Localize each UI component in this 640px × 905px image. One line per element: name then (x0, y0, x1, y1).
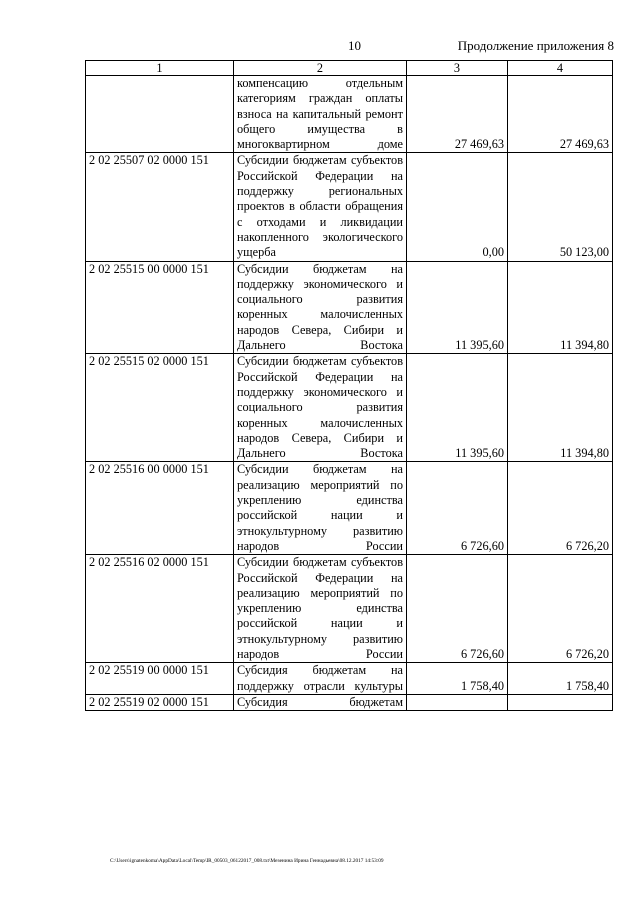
row-description: Субсидии бюджетам субъектов Российской Федерации на реализацию мероприятий по укреплению единства российской нации и этнокультурному развитию народов России (234, 555, 407, 663)
budget-code: 2 02 25519 00 0000 151 (86, 663, 234, 695)
table-row (86, 555, 613, 663)
appendix-label: Продолжение приложения 8 (457, 38, 614, 53)
table-row (86, 462, 613, 555)
table-row (86, 694, 613, 710)
budget-code: 2 02 25519 02 0000 151 (86, 694, 234, 710)
table-row (86, 354, 613, 462)
column-header: 3 (407, 61, 508, 76)
budget-code: 2 02 25515 00 0000 151 (86, 261, 234, 354)
amount-col4: 27 469,63 (508, 76, 613, 153)
row-description: Субсидии бюджетам на поддержку экономического и социального развития коренных малочисленных народов Севера, Сибири и Дальнего Востока (234, 261, 407, 354)
amount-col3: 11 395,60 (407, 354, 508, 462)
row-description: компенсацию отдельным категориям граждан оплаты взноса на капитальный ремонт общего имущества в многоквартирном доме (234, 76, 407, 153)
column-header: 4 (508, 61, 613, 76)
row-description: Субсидии бюджетам субъектов Российской Федерации на поддержку региональных проектов в области обращения с отходами и ликвидации накопленного экологического ущерба (234, 153, 407, 261)
file-path-footer: C:\Users\ignatenkoma\AppData\Local\Temp\IR_00503_06122017_008.txt\Мезенина Ирина Геннадьевна\08.12.2017 14:53:09 (110, 858, 384, 864)
budget-code: 2 02 25507 02 0000 151 (86, 153, 234, 261)
row-description: Субсидии бюджетам на реализацию мероприятий по укреплению единства российской нации и этнокультурному развитию народов России (234, 462, 407, 555)
budget-code (86, 76, 234, 153)
amount-col4: 50 123,00 (508, 153, 613, 261)
budget-table (85, 60, 613, 711)
amount-col4: 1 758,40 (508, 663, 613, 695)
row-description: Субсидия бюджетам на поддержку отрасли культуры (234, 663, 407, 695)
table-header-row (86, 61, 613, 76)
amount-col4: 11 394,80 (508, 354, 613, 462)
budget-code: 2 02 25515 02 0000 151 (86, 354, 234, 462)
budget-code: 2 02 25516 00 0000 151 (86, 462, 234, 555)
budget-code: 2 02 25516 02 0000 151 (86, 555, 234, 663)
row-description: Субсидии бюджетам субъектов Российской Федерации на поддержку экономического и социального развития коренных малочисленных народов Севера, Сибири и Дальнего Востока (234, 354, 407, 462)
amount-col3 (407, 694, 508, 710)
row-description: Субсидия бюджетам (234, 694, 407, 710)
amount-col4: 6 726,20 (508, 462, 613, 555)
column-header: 1 (86, 61, 234, 76)
column-header: 2 (234, 61, 407, 76)
amount-col3: 6 726,60 (407, 462, 508, 555)
amount-col4: 11 394,80 (508, 261, 613, 354)
amount-col4 (508, 694, 613, 710)
table-row (86, 153, 613, 261)
amount-col3: 0,00 (407, 153, 508, 261)
amount-col3: 27 469,63 (407, 76, 508, 153)
table-row (86, 76, 613, 153)
table-row (86, 261, 613, 354)
amount-col3: 6 726,60 (407, 555, 508, 663)
amount-col4: 6 726,20 (508, 555, 613, 663)
amount-col3: 11 395,60 (407, 261, 508, 354)
amount-col3: 1 758,40 (407, 663, 508, 695)
table-row (86, 663, 613, 695)
page-number: 10 (348, 38, 361, 53)
